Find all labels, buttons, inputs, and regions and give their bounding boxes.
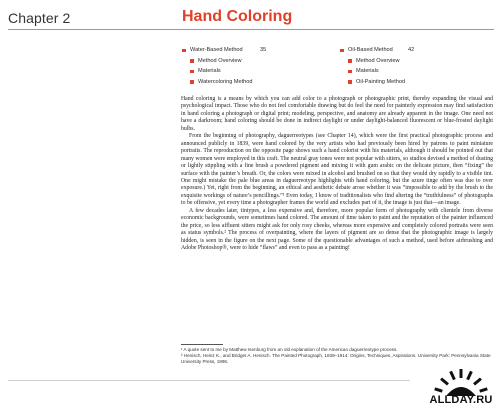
body-paragraph: Hand coloring is a means by which you can add color to a photograph or photographic print, thereby expanding the visual and psychological impact. Those who do not feel comfortable drawing but do feel the need for painterly expression may find satisfaction in hand coloring a photograph or digital print; modeling, perspective, and anatomy are already apparent in the image. One need not have a darkroom; hand coloring should be done in indirect daylight or under daylight-balanced fluorescent or blue-frosted daylight bulbs. (181, 96, 493, 132)
bottom-rule (8, 380, 410, 381)
toc-left-column (182, 45, 332, 87)
toc-page-number: 35 (260, 47, 267, 53)
square-bullet-icon (190, 80, 194, 84)
toc-item-sub[interactable] (340, 77, 490, 88)
toc-page-number: 42 (408, 47, 415, 53)
square-bullet-icon (348, 59, 352, 63)
toc-item-label: Method Overview (356, 57, 400, 64)
chapter-title: Hand Coloring (182, 8, 293, 25)
toc-item-label: Method Overview (198, 57, 242, 64)
toc-item-label: Water-Based Method (190, 47, 243, 53)
square-bullet-icon (340, 49, 344, 53)
watermark-logo (424, 368, 498, 410)
watermark-text: ALLDAY.RU (429, 394, 493, 406)
toc-item-sub[interactable] (340, 66, 490, 77)
toc-item-label: Oil-Painting Method (356, 78, 406, 85)
footnote-rule (181, 344, 223, 345)
square-bullet-icon (190, 59, 194, 63)
toc-item-label: Oil-Based Method (348, 47, 393, 53)
footnote: ² Henisch, Heinz K., and Bridget A. Henisch. The Painted Photograph, 1839–1914: Origins, Techniques, Aspirations. University Park: Pennsylvania State University Press, 1996. (181, 353, 491, 364)
toc-item-label: Watercoloring Method (198, 78, 253, 85)
toc-item-sub[interactable] (182, 66, 332, 77)
body-paragraph: A few decades later, tintypes, a less expensive and, therefore, more popular form of photography with clientele from diverse economic backgrounds, were sometimes hand colored. The amount of time taken to paint and the reputation of the painter influenced the price, so less affluent sitters might ask for only rosy cheeks, whereas more expensive and completely colored portraits were seen as status symbols.² The process of overpainting, where the layers of pigment are so dense that the photographic image is largely hidden, is seen in the figure on the next page. Some of the questionable advantages of such a method, used before airbrushing and Adobe Photoshop®, were to hide “flaws” and even to pass as a painting! (181, 207, 493, 252)
body-text (181, 96, 493, 253)
toc-right-column (340, 45, 490, 87)
footnotes (181, 347, 493, 365)
header-rule (8, 29, 494, 30)
toc-item-label: Materials (198, 68, 221, 74)
chapter-label: Chapter 2 (8, 10, 71, 26)
body-paragraph: From the beginning of photography, daguerreotypes (see Chapter 14), which were the first practical photographic process and announced publicly in 1839, were hand colored by the very artists who had previously been hired by patrons to paint miniature portraits. The reproduction on the opposite page shows such a hand colorist with his materials, although it should be pointed out that many women were employed in this craft. The neutral gray tones were not popular with sitters, so studios devised a method of dusting or lightly stippling with a fine brush a powdered pigment and mixing it with gum arabic on the delicate picture, then “fixing” the surface with the painter’s breath. Or, the colors were mixed in alcohol and brushed on so that they would dry rapidly to a visible tint. One might mistake the pale blue areas in daguerreotype highlights with hand coloring, but the azure tinge often was due to over exposure.) Yet, right from the beginning, an ethical and aesthetic debate arose whether it was “impossible to add by the brush to the exquisite workings of nature’s pencillings.”¹ Even today, I know of traditionalists who find altering the “truthfulness” of photographs to be offensive, yet every time a photographer frames the world and excludes part of it, the image is just that—an image. (181, 133, 493, 207)
toc-item-main[interactable] (182, 45, 332, 56)
toc-item-sub[interactable] (340, 56, 490, 67)
square-bullet-icon (190, 70, 194, 74)
square-bullet-icon (348, 70, 352, 74)
footnote: ¹ A quote sent to me by Matthew Isenburg from an old explanation of the American daguerreotype process. (181, 347, 398, 352)
toc-item-sub[interactable] (182, 56, 332, 67)
square-bullet-icon (348, 80, 352, 84)
toc-item-sub[interactable] (182, 77, 332, 88)
toc-item-label: Materials (356, 68, 379, 74)
toc-item-main[interactable] (340, 45, 490, 56)
square-bullet-icon (182, 49, 186, 53)
